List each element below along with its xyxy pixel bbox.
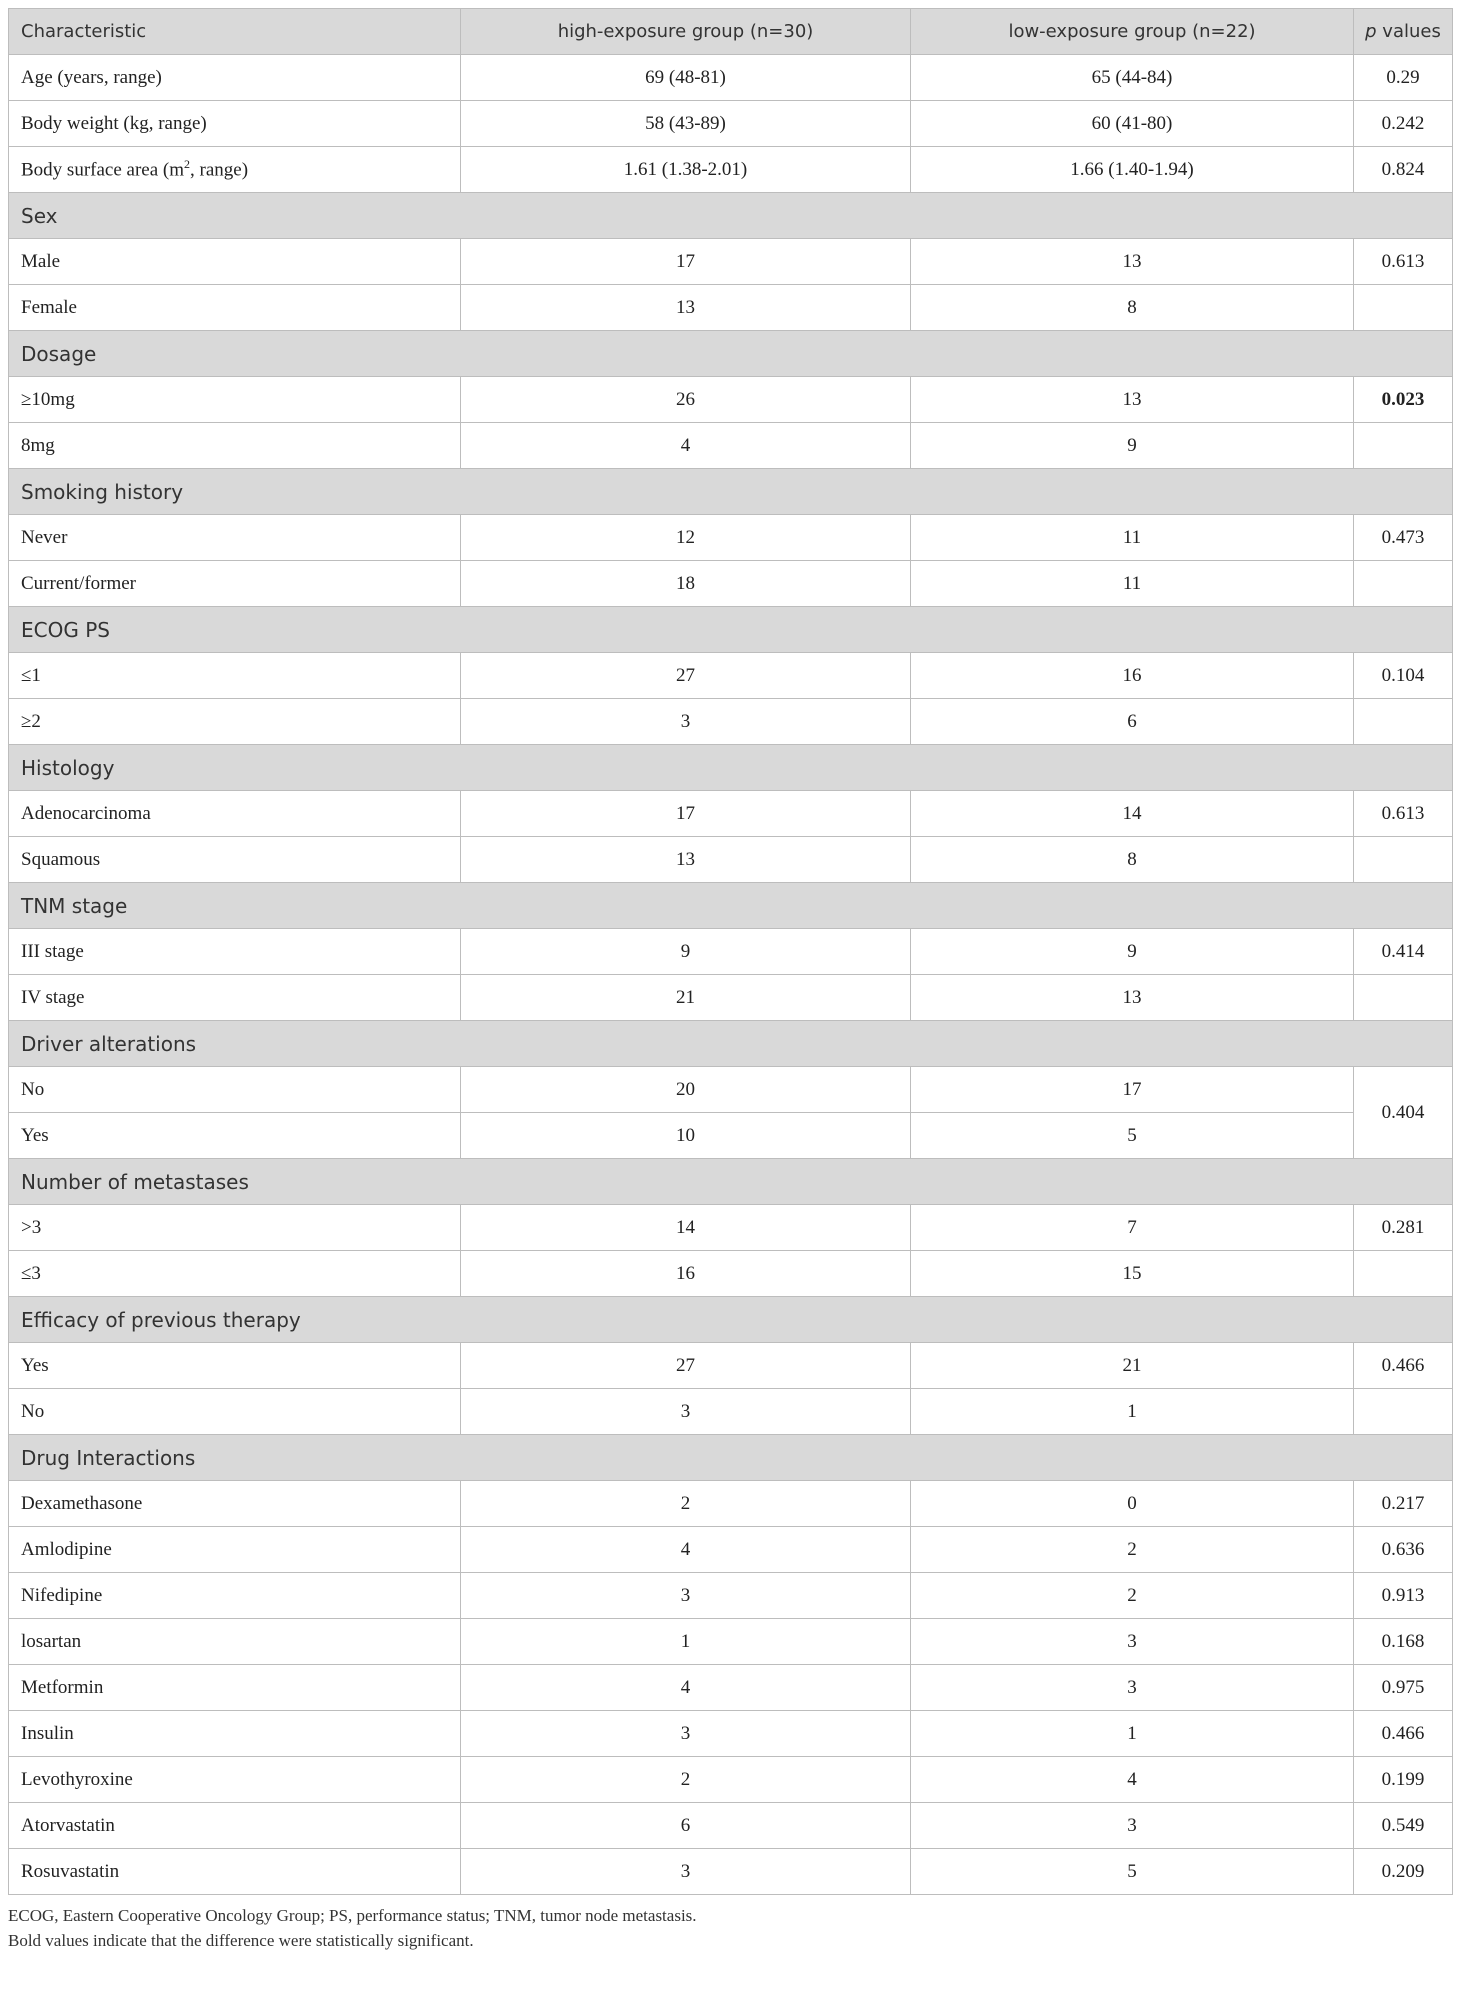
row-label	[9, 147, 461, 193]
table-row	[9, 101, 1453, 147]
table-row	[9, 285, 1453, 331]
row-label: IV stage	[9, 975, 461, 1021]
low-value: 60 (41-80)	[911, 101, 1354, 147]
high-value: 14	[461, 1205, 911, 1251]
high-value: 9	[461, 929, 911, 975]
table-row	[9, 1711, 1453, 1757]
p-value: 0.549	[1354, 1803, 1453, 1849]
row-label: Current/former	[9, 561, 461, 607]
low-value: 7	[911, 1205, 1354, 1251]
high-value: 69 (48-81)	[461, 55, 911, 101]
row-label: Amlodipine	[9, 1527, 461, 1573]
table-row	[9, 653, 1453, 699]
row-label: ≤3	[9, 1251, 461, 1297]
row-label: Metformin	[9, 1665, 461, 1711]
high-value: 4	[461, 423, 911, 469]
low-value: 15	[911, 1251, 1354, 1297]
row-label: ≤1	[9, 653, 461, 699]
table-row	[9, 147, 1453, 193]
section-header	[9, 745, 1453, 791]
low-value: 1	[911, 1711, 1354, 1757]
row-label: ≥10mg	[9, 377, 461, 423]
row-label: III stage	[9, 929, 461, 975]
p-value: 0.281	[1354, 1205, 1453, 1251]
p-value: 0.636	[1354, 1527, 1453, 1573]
high-value: 10	[461, 1113, 911, 1159]
section-title: Number of metastases	[9, 1159, 1453, 1205]
section-title: ECOG PS	[9, 607, 1453, 653]
table-row	[9, 1481, 1453, 1527]
section-header	[9, 193, 1453, 239]
p-value: 0.824	[1354, 147, 1453, 193]
table-row	[9, 929, 1453, 975]
header-low-exposure: low-exposure group (n=22)	[911, 9, 1354, 55]
row-label: Dexamethasone	[9, 1481, 461, 1527]
high-value: 58 (43-89)	[461, 101, 911, 147]
section-header	[9, 607, 1453, 653]
header-high-exposure: high-exposure group (n=30)	[461, 9, 911, 55]
high-value: 20	[461, 1067, 911, 1113]
row-label: Rosuvastatin	[9, 1849, 461, 1895]
table-row	[9, 515, 1453, 561]
table-row	[9, 1757, 1453, 1803]
row-label: Yes	[9, 1343, 461, 1389]
p-value-significant: 0.023	[1354, 377, 1453, 423]
table-row	[9, 55, 1453, 101]
row-label: >3	[9, 1205, 461, 1251]
section-title: Efficacy of previous therapy	[9, 1297, 1453, 1343]
p-value: 0.29	[1354, 55, 1453, 101]
p-value	[1354, 837, 1453, 883]
low-value: 8	[911, 837, 1354, 883]
table-row	[9, 1803, 1453, 1849]
high-value: 3	[461, 1389, 911, 1435]
low-value: 13	[911, 975, 1354, 1021]
table-row	[9, 1389, 1453, 1435]
table-row	[9, 423, 1453, 469]
row-label: Levothyroxine	[9, 1757, 461, 1803]
row-label: Yes	[9, 1113, 461, 1159]
table-row	[9, 1573, 1453, 1619]
p-value: 0.975	[1354, 1665, 1453, 1711]
p-value	[1354, 699, 1453, 745]
p-value: 0.913	[1354, 1573, 1453, 1619]
row-label: Adenocarcinoma	[9, 791, 461, 837]
low-value: 0	[911, 1481, 1354, 1527]
high-value: 2	[461, 1481, 911, 1527]
row-label: losartan	[9, 1619, 461, 1665]
section-title: Histology	[9, 745, 1453, 791]
row-label: Nifedipine	[9, 1573, 461, 1619]
table-row	[9, 1113, 1453, 1159]
table-row	[9, 975, 1453, 1021]
section-header	[9, 1435, 1453, 1481]
table-footnotes	[8, 1903, 1452, 1953]
low-value: 9	[911, 929, 1354, 975]
low-value: 65 (44-84)	[911, 55, 1354, 101]
high-value: 3	[461, 1849, 911, 1895]
header-p-letter: p	[1365, 21, 1377, 42]
high-value: 1	[461, 1619, 911, 1665]
low-value: 1	[911, 1389, 1354, 1435]
p-value: 0.414	[1354, 929, 1453, 975]
high-value: 2	[461, 1757, 911, 1803]
low-value: 13	[911, 377, 1354, 423]
high-value: 27	[461, 1343, 911, 1389]
p-value: 0.209	[1354, 1849, 1453, 1895]
section-header	[9, 1021, 1453, 1067]
row-label: 8mg	[9, 423, 461, 469]
high-value: 12	[461, 515, 911, 561]
table-row	[9, 1849, 1453, 1895]
high-value: 16	[461, 1251, 911, 1297]
high-value: 6	[461, 1803, 911, 1849]
low-value: 11	[911, 515, 1354, 561]
section-title: Sex	[9, 193, 1453, 239]
row-label: Age (years, range)	[9, 55, 461, 101]
p-value: 0.473	[1354, 515, 1453, 561]
low-value: 4	[911, 1757, 1354, 1803]
low-value: 3	[911, 1803, 1354, 1849]
table-container	[8, 8, 1452, 1953]
header-row	[9, 9, 1453, 55]
high-value: 18	[461, 561, 911, 607]
section-header	[9, 1297, 1453, 1343]
low-value: 14	[911, 791, 1354, 837]
table-row	[9, 837, 1453, 883]
p-value: 0.199	[1354, 1757, 1453, 1803]
table-row	[9, 699, 1453, 745]
high-value: 13	[461, 837, 911, 883]
high-value: 21	[461, 975, 911, 1021]
high-value: 26	[461, 377, 911, 423]
high-value: 3	[461, 1573, 911, 1619]
p-value	[1354, 1251, 1453, 1297]
table-row	[9, 1205, 1453, 1251]
high-value: 4	[461, 1527, 911, 1573]
low-value: 3	[911, 1619, 1354, 1665]
footnote-bold-values: Bold values indicate that the difference were statistically significant.	[8, 1931, 474, 1950]
p-value: 0.242	[1354, 101, 1453, 147]
table-row	[9, 1067, 1453, 1113]
table-row	[9, 561, 1453, 607]
section-title: Dosage	[9, 331, 1453, 377]
label-part: Body surface area (m	[21, 159, 185, 181]
low-value: 13	[911, 239, 1354, 285]
p-value: 0.104	[1354, 653, 1453, 699]
p-value: 0.466	[1354, 1711, 1453, 1757]
row-label: Squamous	[9, 837, 461, 883]
row-label: No	[9, 1067, 461, 1113]
section-header	[9, 469, 1453, 515]
p-value: 0.217	[1354, 1481, 1453, 1527]
table-row	[9, 791, 1453, 837]
p-value	[1354, 975, 1453, 1021]
low-value: 2	[911, 1527, 1354, 1573]
row-label: ≥2	[9, 699, 461, 745]
p-value	[1354, 561, 1453, 607]
header-p-suffix: values	[1376, 21, 1441, 42]
label-part: , range)	[190, 159, 249, 181]
low-value: 11	[911, 561, 1354, 607]
p-value: 0.613	[1354, 239, 1453, 285]
section-header	[9, 1159, 1453, 1205]
section-title: Drug Interactions	[9, 1435, 1453, 1481]
low-value: 8	[911, 285, 1354, 331]
low-value: 17	[911, 1067, 1354, 1113]
low-value: 5	[911, 1113, 1354, 1159]
row-label: Never	[9, 515, 461, 561]
p-value	[1354, 1389, 1453, 1435]
section-header	[9, 331, 1453, 377]
low-value: 1.66 (1.40-1.94)	[911, 147, 1354, 193]
table-row	[9, 1619, 1453, 1665]
table-row	[9, 1251, 1453, 1297]
low-value: 9	[911, 423, 1354, 469]
section-header	[9, 883, 1453, 929]
table-row	[9, 377, 1453, 423]
row-label: Body weight (kg, range)	[9, 101, 461, 147]
section-title: TNM stage	[9, 883, 1453, 929]
low-value: 2	[911, 1573, 1354, 1619]
p-value	[1354, 285, 1453, 331]
table-row	[9, 239, 1453, 285]
high-value: 17	[461, 791, 911, 837]
row-label: Female	[9, 285, 461, 331]
table-row	[9, 1527, 1453, 1573]
high-value: 17	[461, 239, 911, 285]
high-value: 4	[461, 1665, 911, 1711]
high-value: 13	[461, 285, 911, 331]
row-label: Atorvastatin	[9, 1803, 461, 1849]
table-row	[9, 1343, 1453, 1389]
label-superscript: 2	[184, 157, 191, 172]
p-value: 0.466	[1354, 1343, 1453, 1389]
characteristics-table	[8, 8, 1453, 1895]
header-characteristic: Characteristic	[9, 9, 461, 55]
high-value: 1.61 (1.38-2.01)	[461, 147, 911, 193]
row-label: Male	[9, 239, 461, 285]
table-row	[9, 1665, 1453, 1711]
footnote-abbreviations: ECOG, Eastern Cooperative Oncology Group; PS, performance status; TNM, tumor node metastasis.	[8, 1906, 697, 1925]
p-value: 0.613	[1354, 791, 1453, 837]
low-value: 6	[911, 699, 1354, 745]
high-value: 3	[461, 699, 911, 745]
p-value	[1354, 423, 1453, 469]
low-value: 16	[911, 653, 1354, 699]
section-title: Driver alterations	[9, 1021, 1453, 1067]
low-value: 3	[911, 1665, 1354, 1711]
row-label: Insulin	[9, 1711, 461, 1757]
row-label: No	[9, 1389, 461, 1435]
section-title: Smoking history	[9, 469, 1453, 515]
p-value: 0.404	[1354, 1067, 1453, 1159]
low-value: 21	[911, 1343, 1354, 1389]
header-p-values	[1354, 9, 1453, 55]
low-value: 5	[911, 1849, 1354, 1895]
p-value: 0.168	[1354, 1619, 1453, 1665]
high-value: 3	[461, 1711, 911, 1757]
high-value: 27	[461, 653, 911, 699]
